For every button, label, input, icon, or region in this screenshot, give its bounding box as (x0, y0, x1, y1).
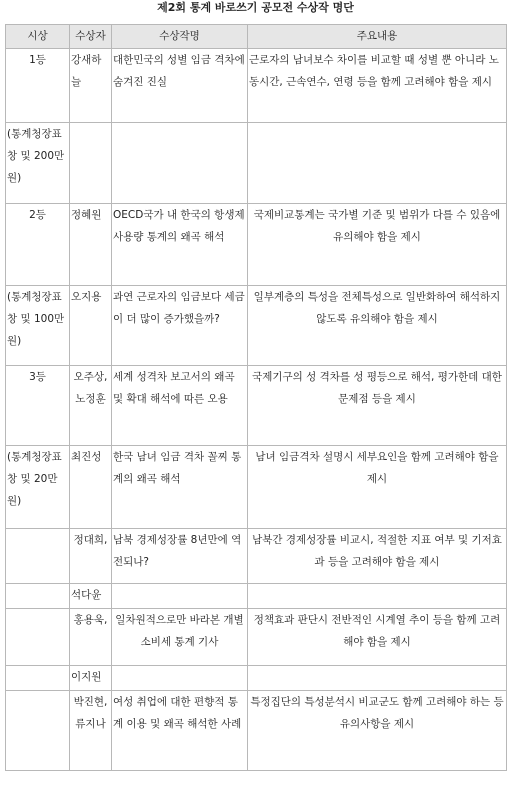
cell-winner (70, 123, 112, 204)
cell-work: 세계 성격차 보고서의 왜곡 및 확대 해석에 따른 오용 (112, 366, 248, 446)
cell-work (112, 584, 248, 609)
cell-work: OECD국가 내 한국의 항생제 사용량 통계의 왜곡 해석 (112, 204, 248, 286)
cell-work: 남북 경제성장률 8년만에 역전되나? (112, 529, 248, 584)
cell-award: (통계청장표창 및 200만원) (6, 123, 70, 204)
cell-content (248, 123, 507, 204)
cell-award: 2등 (6, 204, 70, 286)
header-award: 시상 (6, 25, 70, 49)
cell-content: 남북간 경제성장률 비교시, 적절한 지표 여부 및 기저효과 등을 고려해야 함을 제시 (248, 529, 507, 584)
cell-work (112, 666, 248, 691)
cell-work: 대한민국의 성별 임금 격차에 숨겨진 진실 (112, 49, 248, 123)
cell-award: 1등 (6, 49, 70, 123)
table-row (6, 204, 507, 286)
cell-work: 일차원적으로만 바라본 개별소비세 통계 기사 (112, 609, 248, 666)
cell-content (248, 584, 507, 609)
cell-award (6, 666, 70, 691)
cell-award (6, 529, 70, 584)
table-row (6, 584, 507, 609)
cell-content (248, 666, 507, 691)
cell-winner: 정혜원 (70, 204, 112, 286)
cell-winner: 강새하늘 (70, 49, 112, 123)
table-row (6, 529, 507, 584)
cell-work: 과연 근로자의 임금보다 세금이 더 많이 증가했을까? (112, 286, 248, 366)
cell-winner: 오지용 (70, 286, 112, 366)
cell-work: 한국 남녀 임금 격차 꼴찌 통계의 왜곡 해석 (112, 446, 248, 529)
cell-award: (통계청장표창 및 100만원) (6, 286, 70, 366)
cell-work (112, 123, 248, 204)
table-row (6, 123, 507, 204)
cell-award (6, 691, 70, 771)
cell-content: 근로자의 남녀보수 차이를 비교할 때 성별 뿐 아니라 노동시간, 근속연수, 연령 등을 함께 고려해야 함을 제시 (248, 49, 507, 123)
header-content: 주요내용 (248, 25, 507, 49)
table-row (6, 49, 507, 123)
cell-award: 3등 (6, 366, 70, 446)
cell-work: 여성 취업에 대한 편향적 통계 이용 및 왜곡 해석한 사례 (112, 691, 248, 771)
cell-winner: 오주상, 노정훈 (70, 366, 112, 446)
cell-award: (통계청장표창 및 20만원) (6, 446, 70, 529)
table-row (6, 286, 507, 366)
table-row (6, 446, 507, 529)
cell-content: 남녀 임금격차 설명시 세부요인을 함께 고려해야 함을 제시 (248, 446, 507, 529)
table-header-row (6, 25, 507, 49)
cell-content: 정책효과 판단시 전반적인 시계열 추이 등을 함께 고려해야 함을 제시 (248, 609, 507, 666)
cell-content: 특정집단의 특성분석시 비교군도 함께 고려해야 하는 등 유의사항을 제시 (248, 691, 507, 771)
cell-award (6, 584, 70, 609)
cell-content: 일부계층의 특성을 전체특성으로 일반화하여 해석하지 않도록 유의해야 함을 제시 (248, 286, 507, 366)
award-table (5, 24, 507, 771)
table-row (6, 609, 507, 666)
cell-content: 국제기구의 성 격차를 성 평등으로 해석, 평가한데 대한 문제점 등을 제시 (248, 366, 507, 446)
table-row (6, 366, 507, 446)
cell-winner: 이지원 (70, 666, 112, 691)
cell-winner: 홍용욱, (70, 609, 112, 666)
cell-winner: 정대희, (70, 529, 112, 584)
cell-winner: 석다윤 (70, 584, 112, 609)
header-work: 수상작명 (112, 25, 248, 49)
table-row (6, 691, 507, 771)
cell-award (6, 609, 70, 666)
page-title: 제2회 통계 바로쓰기 공모전 수상작 명단 (157, 1, 354, 14)
header-winner: 수상자 (70, 25, 112, 49)
cell-winner: 최진성 (70, 446, 112, 529)
table-row (6, 666, 507, 691)
cell-content: 국제비교통계는 국가별 기준 및 범위가 다를 수 있음에 유의해야 함을 제시 (248, 204, 507, 286)
cell-winner: 박진현, 류지나 (70, 691, 112, 771)
